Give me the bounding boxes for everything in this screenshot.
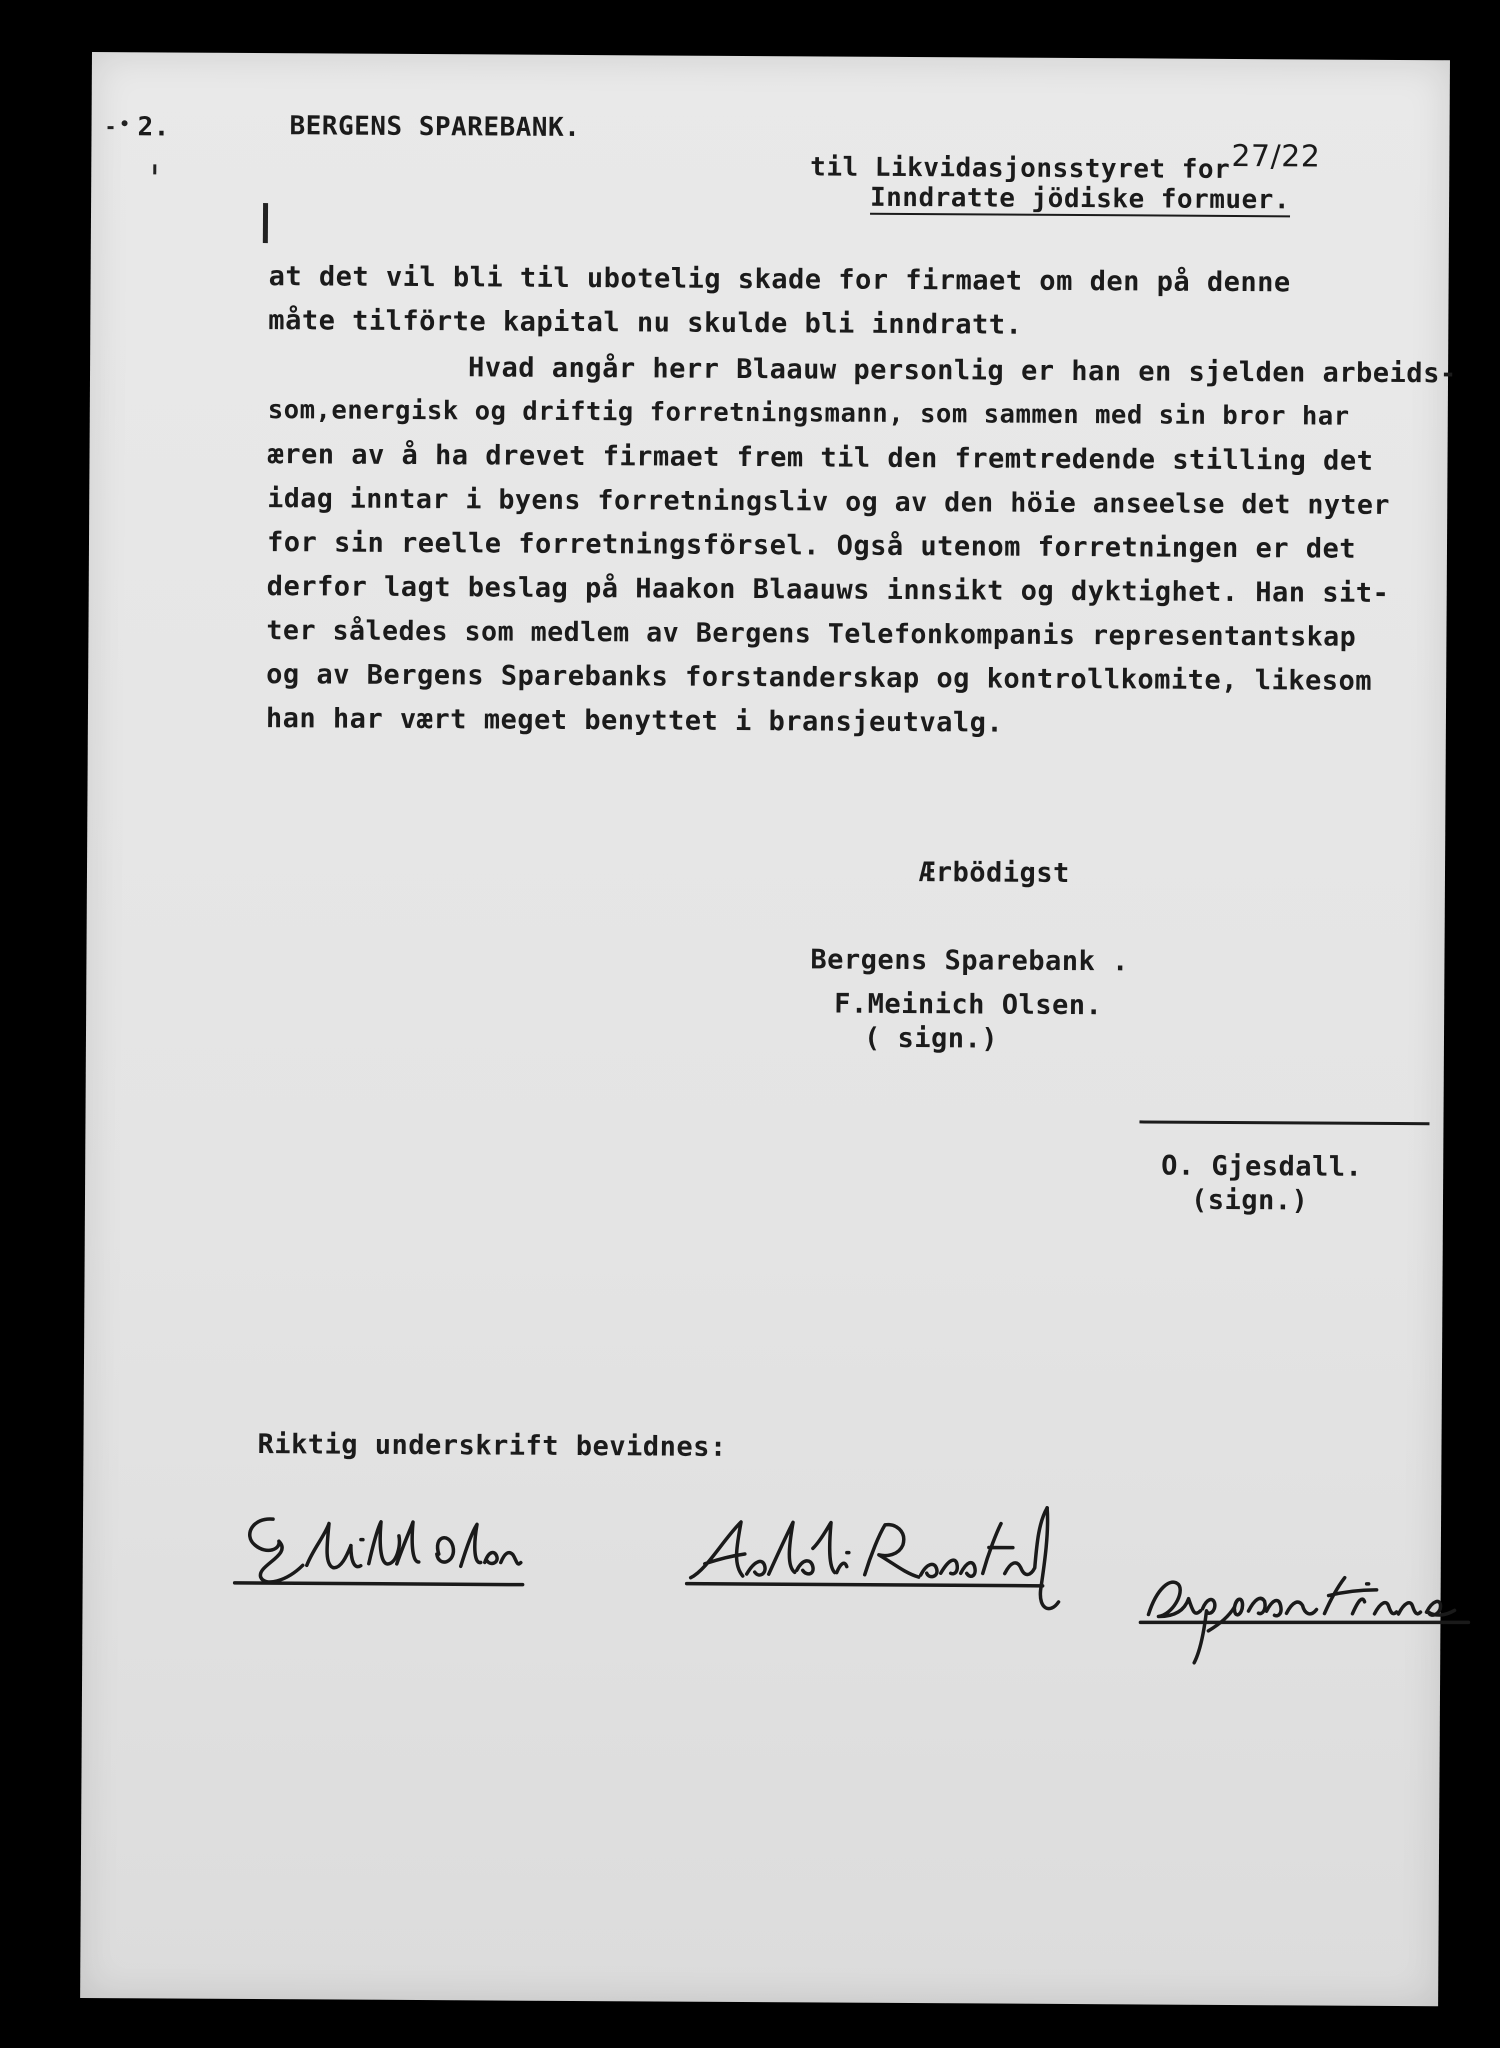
second-signer: O. Gjesdall. bbox=[1161, 1150, 1363, 1183]
body-line: derfor lagt beslag på Haakon Blaauws innsikt og dyktighet. Han sit- bbox=[266, 571, 1390, 609]
attestation-label: Riktig underskrift bevidnes: bbox=[257, 1429, 727, 1463]
body-line: som,energisk og driftig forretningsmann, som sammen med sin bror har bbox=[267, 395, 1350, 432]
closing-organization: Bergens Sparebank . bbox=[810, 944, 1129, 978]
page-number: 2. bbox=[137, 112, 170, 143]
sender-name: BERGENS SPAREBANK. bbox=[289, 111, 581, 143]
scan-mark bbox=[122, 120, 128, 126]
closing-salutation: Ærbödigst bbox=[918, 857, 1070, 889]
closing-signer: F.Meinich Olsen. bbox=[834, 988, 1103, 1022]
scan-mark bbox=[108, 126, 114, 129]
scan-mark bbox=[263, 203, 268, 243]
body-line: og av Bergens Sparebanks forstanderskap og kontrollkomite, likesom bbox=[266, 659, 1373, 697]
recipient-line-1-text: til Likvidasjonsstyret for bbox=[810, 152, 1231, 185]
body-line: Hvad angår herr Blaauw personlig er han en sjelden arbeids- bbox=[467, 352, 1457, 390]
closing-signer-note: ( sign.) bbox=[863, 1022, 999, 1055]
body-line: æren av å ha drevet firmaet frem til den fremtredende stilling det bbox=[267, 439, 1374, 477]
handwritten-signature-2 bbox=[682, 1500, 1103, 1623]
recipient-line-2-text: Inndratte jödiske formuer. bbox=[869, 182, 1291, 216]
body-line: for sin reelle forretningsförsel. Også utenom forretningen er det bbox=[266, 527, 1357, 565]
recipient-line-2 bbox=[773, 152, 1290, 245]
body-line: han har vært meget benyttet i bransjeutvalg. bbox=[265, 703, 1004, 739]
document-page bbox=[80, 52, 1457, 2006]
body-line: ter således som medlem av Bergens Telefonkompanis representantskap bbox=[266, 615, 1357, 653]
signature-divider-line bbox=[1139, 1120, 1429, 1125]
body-line: måte tilförte kapital nu skulde bli inndratt. bbox=[268, 305, 1023, 341]
second-signer-note: (sign.) bbox=[1190, 1184, 1309, 1217]
handwritten-signature-3 bbox=[1138, 1558, 1479, 1670]
scan-mark bbox=[153, 164, 156, 174]
reference-number: 27/22 bbox=[1231, 138, 1321, 175]
handwritten-signature-1 bbox=[233, 1505, 534, 1597]
body-line: idag inntar i byens forretningsliv og av den höie anseelse det nyter bbox=[267, 483, 1391, 521]
body-line: at det vil bli til ubotelig skade for firmaet om den på denne bbox=[268, 261, 1291, 299]
